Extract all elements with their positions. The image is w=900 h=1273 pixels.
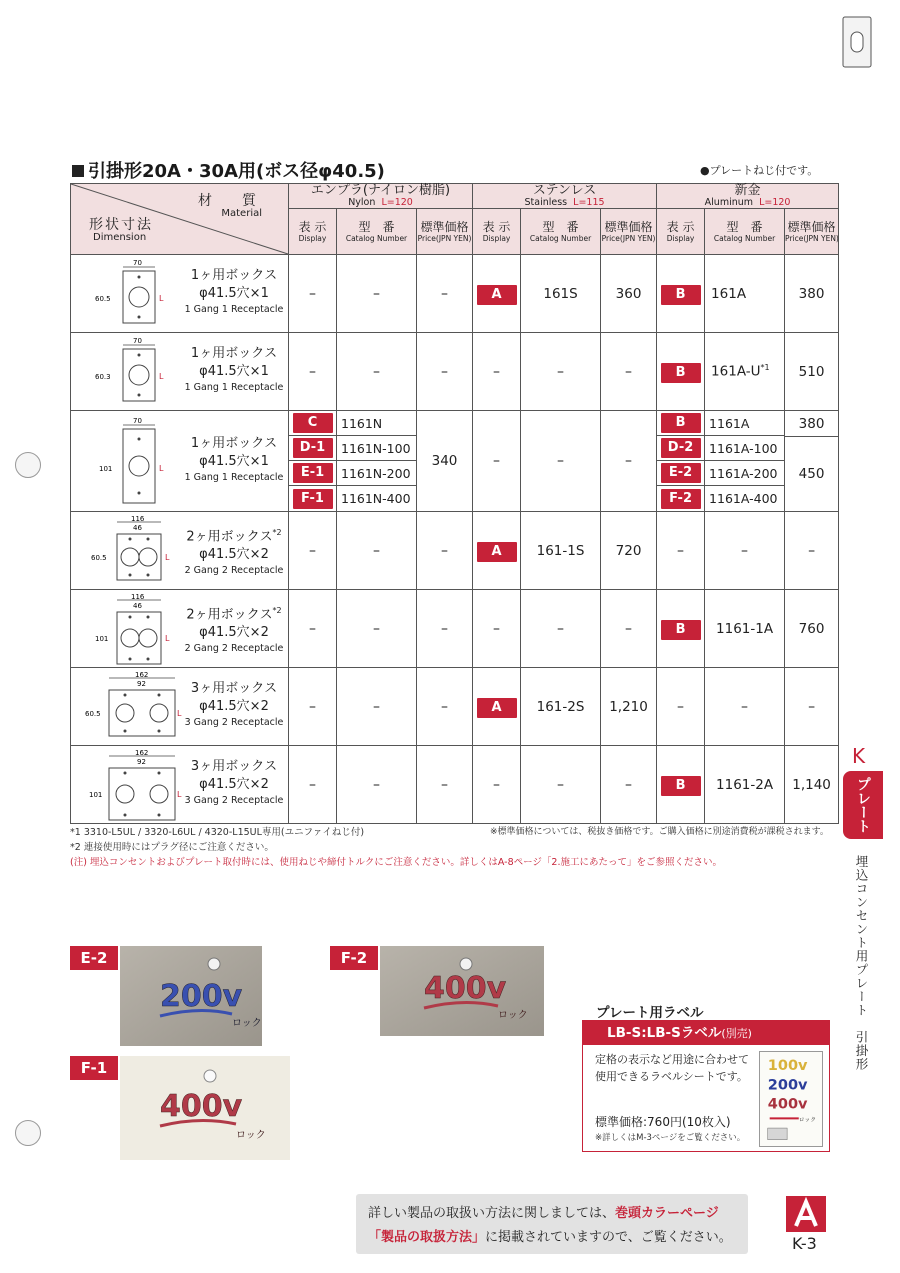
page-number: K-3 (792, 1234, 817, 1253)
table-row: 70 60.5 L 1ヶ用ボックス φ41.5穴×1 1 Gang 1 Receptacle – – – A 161S 360 B 161A 380 (71, 255, 839, 333)
section-tab[interactable]: プレート (843, 771, 883, 839)
shape-cell (71, 411, 289, 512)
hole-spec: φ41.5穴×1 (199, 364, 269, 379)
display-badge: E-1 (293, 463, 333, 483)
catalog-number: 161-2S (521, 668, 601, 746)
dimension-drawing-1gang-tall (95, 415, 179, 507)
catalog-number: 161-1S (521, 512, 601, 590)
svg-text:70: 70 (133, 259, 142, 267)
dimension-drawing-3gang-tall (89, 749, 185, 822)
group-header-stainless: ステンレス Stainless L=115 (473, 184, 657, 209)
svg-text:101: 101 (89, 791, 103, 799)
display-badge: B (661, 285, 701, 305)
shape-cell (71, 746, 289, 824)
table-row: 70 101 L 1ヶ用ボックス φ41.5穴×1 1 Gang 1 Receptacle C D-1 E-1 F-1 1161N 1161N-100 1161N-200 1161N-400 340 – – – B D-2 E-2 F-2 1161A 1161A-100 1161A-200 1161A-400 380 450 (71, 411, 839, 512)
shape-cell (71, 255, 289, 333)
price: 380 (785, 255, 839, 333)
svg-text:400v: 400v (424, 971, 507, 1006)
table-row: 162 92 101 L 3ヶ用ボックス φ41.5穴×2 3 Gang 2 Receptacle – – – – – – B 1161-2A 1,140 (71, 746, 839, 824)
svg-text:60.5: 60.5 (85, 710, 101, 718)
svg-text:116: 116 (131, 515, 145, 523)
catalog-number: $161A-U^{*1}$ (705, 333, 785, 411)
box-name: 1ヶ用ボックス (190, 436, 278, 451)
price: 760 (785, 590, 839, 668)
binder-hole-bottom (15, 1120, 41, 1146)
footnote-1: *1 3310-L5UL / 3320-L6UL / 4320-L15UL専用(ユニファイねじ付) (70, 827, 365, 838)
plate-photo-f1 (120, 1056, 290, 1160)
catalog-number: 1161N-400 (341, 491, 411, 506)
subheader-display: 表 示 Display (473, 209, 521, 255)
catalog-number: 1161-2A (705, 746, 785, 824)
table-row: 70 60.3 L 1ヶ用ボックス φ41.5穴×1 1 Gang 1 Receptacle – – – – – – B $161A-U^{*1}$ 510 (71, 333, 839, 411)
svg-text:92: 92 (137, 758, 146, 766)
svg-text:162: 162 (135, 749, 149, 757)
catalog-number: 1161A-100 (705, 436, 784, 461)
box-name-en: 1 Gang 1 Receptacle (184, 304, 284, 315)
plate-thumbnail-icon (842, 16, 872, 68)
svg-text:ロック: ロック (232, 1018, 262, 1029)
shape-cell (71, 668, 289, 746)
box-name-en: 1 Gang 1 Receptacle (184, 472, 284, 483)
catalog-number: 1161-1A (705, 590, 785, 668)
hole-spec: φ41.5穴×2 (199, 777, 269, 792)
display-badge: F-1 (293, 489, 333, 509)
photo-tag-f2: F-2 (330, 946, 378, 970)
price: 380 (785, 412, 838, 437)
catalog-number: 1161N-200 (337, 461, 416, 486)
svg-text:ロック: ロック (798, 1117, 817, 1124)
box-name: 1ヶ用ボックス (190, 268, 278, 283)
box-name: 1ヶ用ボックス (190, 346, 278, 361)
price: 450 (798, 465, 825, 482)
svg-text:101: 101 (99, 465, 113, 473)
display-badge: C (293, 413, 333, 433)
plate-photo-f2 (380, 946, 544, 1036)
dimension-drawing-2gang (91, 515, 185, 586)
dimension-drawing-1gang (95, 259, 179, 329)
catalog-number: 1161N (337, 411, 416, 436)
box-name: 3ヶ用ボックス (190, 681, 278, 696)
svg-text:L: L (165, 634, 170, 643)
display-badge: B (661, 413, 701, 433)
svg-text:L: L (159, 464, 164, 473)
box-name-en: 3 Gang 2 Receptacle (184, 717, 284, 728)
section-letter: K (852, 744, 866, 768)
label-product-name: LB-S:LB-Sラベル(別売) (583, 1021, 829, 1045)
svg-text:400v: 400v (160, 1089, 243, 1124)
shape-cell (71, 512, 289, 590)
display-badge: A (477, 698, 517, 718)
subheader-price: 標準価格 Price(JPN YEN) (417, 209, 473, 255)
caution-note: (注) 埋込コンセントおよびプレート取付時には、使用ねじや締付トルクにご注意ください。詳しくはA-8ページ「2.施工にあたって」をご参照ください。 (70, 857, 723, 868)
price: 720 (601, 512, 657, 590)
box-name: 2ヶ用ボックス$^{*2}$ (186, 528, 282, 545)
svg-text:60.5: 60.5 (91, 554, 107, 562)
material-dimension-header: 材 質 Material 形状寸法 Dimension (71, 184, 289, 255)
subheader-display: 表 示 Display (657, 209, 705, 255)
hole-spec: φ41.5穴×2 (199, 547, 269, 563)
hole-spec: φ41.5穴×2 (199, 625, 269, 641)
display-badge: F-2 (661, 489, 701, 509)
price: 1,140 (785, 746, 839, 824)
hole-spec: φ41.5穴×2 (199, 699, 269, 714)
svg-text:200v: 200v (160, 979, 243, 1014)
brand-logo-icon (786, 1196, 826, 1232)
subheader-catalog: 型 番 Catalog Number (521, 209, 601, 255)
subheader-catalog: 型 番 Catalog Number (705, 209, 785, 255)
box-name: 3ヶ用ボックス (190, 759, 278, 774)
display-badge: D-1 (293, 438, 333, 458)
svg-text:116: 116 (131, 593, 145, 601)
label-sheet-image (759, 1051, 823, 1147)
label-reference: ※詳しくはM-3ページをご覧ください。 (595, 1133, 746, 1143)
box-name-en: 3 Gang 2 Receptacle (184, 795, 284, 806)
binder-hole-top (15, 452, 41, 478)
label-description: 定格の表示など用途に合わせて使用できるラベルシートです。 (595, 1053, 749, 1083)
photo-tag-e2: E-2 (70, 946, 118, 970)
catalog-number: 1161A-200 (705, 461, 784, 486)
catalog-number: 1161A-400 (709, 491, 778, 506)
label-price: 標準価格:760円(10枚入) (595, 1115, 731, 1129)
display-badge: D-2 (661, 438, 701, 458)
catalog-number: 161S (521, 255, 601, 333)
box-name-en: 2 Gang 2 Receptacle (184, 565, 284, 577)
catalog-number: 161A (705, 255, 785, 333)
display-badge: A (477, 542, 517, 562)
catalog-number: 1161A (705, 411, 784, 436)
hole-spec: φ41.5穴×1 (199, 286, 269, 301)
table-row: 162 92 60.5 L 3ヶ用ボックス φ41.5穴×2 3 Gang 2 Receptacle – – – A 161-2S 1,210 – – – (71, 668, 839, 746)
svg-text:60.3: 60.3 (95, 373, 111, 381)
svg-text:400v: 400v (767, 1096, 808, 1113)
price: 340 (417, 411, 473, 512)
subheader-price: 標準価格 Price(JPN YEN) (785, 209, 839, 255)
svg-text:60.5: 60.5 (95, 295, 111, 303)
handling-info-banner: 詳しい製品の取扱い方法に関しましては、巻頭カラーページ 「製品の取扱方法」に掲載されていますので、ご覧ください。 (356, 1194, 748, 1254)
svg-text:L: L (159, 372, 164, 381)
table-row: 116 46 101 L 2ヶ用ボックス$^{*2}$ φ41.5穴×2 2 Gang 2 Receptacle – – – – – – B 1161-1A 760 (71, 590, 839, 668)
shape-cell (71, 333, 289, 411)
display-badge: B (661, 620, 701, 640)
svg-text:101: 101 (95, 635, 109, 643)
price-note: ※標準価格については、税抜き価格です。ご購入価格に別途消費税が課税されます。 (490, 827, 829, 837)
label-section-title: プレート用ラベル (596, 1005, 704, 1021)
label-info-box (582, 1020, 830, 1152)
dimension-drawing-2gang-tall (95, 594, 185, 666)
display-badge: B (661, 776, 701, 796)
hole-spec: φ41.5穴×1 (199, 454, 269, 469)
spec-table (70, 183, 839, 824)
svg-text:92: 92 (137, 680, 146, 688)
svg-text:L: L (177, 709, 182, 718)
display-badge: E-2 (661, 463, 701, 483)
svg-text:70: 70 (133, 337, 142, 345)
dimension-drawing-1gang (95, 337, 179, 407)
table-row: 116 46 60.5 L 2ヶ用ボックス$^{*2}$ φ41.5穴×2 2 Gang 2 Receptacle – – – A 161-1S 720 – – – (71, 512, 839, 590)
box-name: 2ヶ用ボックス$^{*2}$ (186, 606, 282, 623)
group-header-aluminum: 新金 Aluminum L=120 (657, 184, 839, 209)
box-name-en: 1 Gang 1 Receptacle (184, 382, 284, 393)
group-header-nylon: エンプラ(ナイロン樹脂) Nylon L=120 (289, 184, 473, 209)
svg-text:70: 70 (133, 417, 142, 425)
display-badge: B (661, 363, 701, 383)
subheader-price: 標準価格 Price(JPN YEN) (601, 209, 657, 255)
price: 1,210 (601, 668, 657, 746)
subheader-catalog: 型 番 Catalog Number (337, 209, 417, 255)
box-name-en: 2 Gang 2 Receptacle (184, 643, 284, 655)
plate-photo-e2 (120, 946, 262, 1046)
catalog-number: 1161N-100 (337, 436, 416, 461)
screw-note: ●プレートねじ付です。 (700, 164, 819, 177)
svg-text:L: L (177, 790, 182, 799)
svg-text:100v: 100v (767, 1057, 808, 1074)
svg-text:162: 162 (135, 671, 149, 679)
svg-text:200v: 200v (767, 1077, 808, 1094)
section-title: 引掛形20A・30A用(ボス径φ40.5) (72, 157, 385, 183)
photo-tag-f1: F-1 (70, 1056, 118, 1080)
section-vertical-title: 埋込コンセント用プレート 引掛形 (854, 855, 869, 1071)
display-badge: A (477, 285, 517, 305)
svg-text:L: L (159, 294, 164, 303)
svg-text:46: 46 (133, 602, 142, 610)
dimension-drawing-3gang (85, 671, 185, 742)
svg-text:L: L (165, 553, 170, 562)
footnote-2: *2 連接使用時にはプラグ径にご注意ください。 (70, 842, 274, 853)
svg-text:46: 46 (133, 524, 142, 532)
svg-text:ロック: ロック (498, 1010, 528, 1021)
subheader-display: 表 示 Display (289, 209, 337, 255)
price: 360 (601, 255, 657, 333)
shape-cell (71, 590, 289, 668)
svg-text:ロック: ロック (236, 1130, 266, 1141)
price: 510 (785, 333, 839, 411)
